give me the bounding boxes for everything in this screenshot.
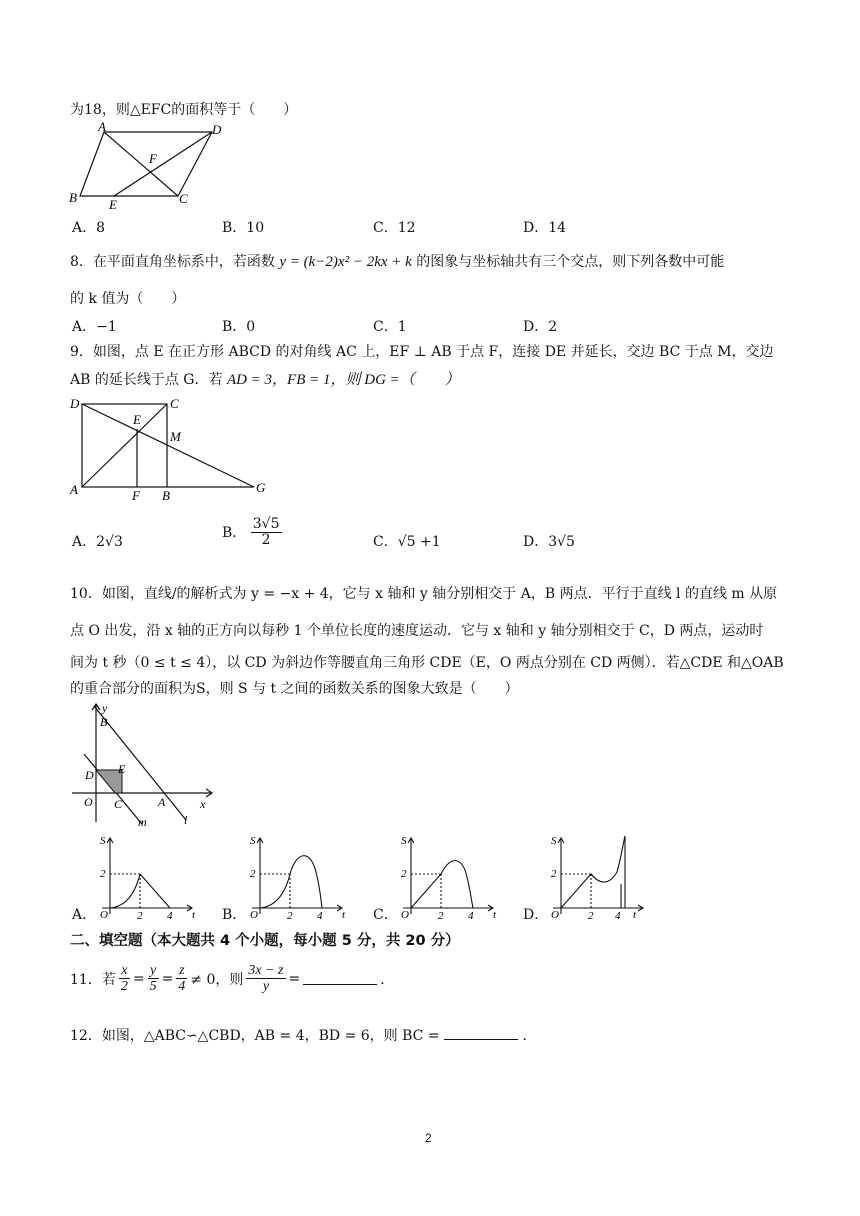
q10-a-O: O (100, 909, 108, 921)
q10-b-O: O (250, 909, 258, 921)
q10-c-O: O (401, 909, 409, 921)
q11-frac-y5-num: y (148, 963, 159, 979)
q10-b-S: S (250, 835, 256, 847)
q10-c-tick4: 4 (468, 910, 474, 922)
q9-label-M: M (170, 429, 181, 444)
q9-label-E: E (133, 412, 141, 427)
q10-label-O: O (84, 795, 93, 809)
q7-label-A: A (98, 120, 106, 134)
q11-frac-y5-den: 5 (149, 979, 157, 995)
q12-end: ． (522, 1028, 537, 1044)
q10-d-t: t (633, 909, 637, 921)
q8-option-a: A．−1 (72, 319, 117, 335)
q10-label-E: E (118, 762, 126, 776)
q11-frac-target-den: y (262, 979, 270, 995)
q10-d-tick4: 4 (615, 910, 621, 922)
q10-option-b-graph (242, 832, 352, 922)
q11-frac-x2-num: x (119, 963, 130, 979)
q7-label-E: E (109, 197, 117, 212)
q10-label-m: m (138, 815, 147, 829)
q9-label-D: D (70, 396, 80, 411)
q7-option-a: A．8 (72, 220, 106, 236)
q7-label-F: F (149, 151, 157, 166)
q10-option-d-graph (543, 828, 653, 922)
q10-a-tick2: 2 (137, 910, 143, 922)
q8-line1 (70, 251, 724, 271)
q9-option-b-num: 3√5 (252, 516, 280, 532)
q10-d-S: S (551, 835, 557, 847)
q9-option-b (222, 517, 282, 549)
q8-line2: 的 k 值为（ ） (70, 291, 186, 307)
q11-frac-target (246, 963, 285, 995)
q11-line (70, 963, 394, 995)
q7-option-d: D．14 (523, 220, 567, 236)
q10-b-tick4: 4 (317, 910, 323, 922)
q9-line1: 9．如图，点 E 在正方形 ABCD 的对角线 AC 上，EF ⊥ AB 于点 F，连接 DE 并延长，交边 BC 于点 M，交边 (70, 344, 774, 360)
q8-option-b: B．0 (222, 319, 256, 335)
q10-label-C: C (114, 797, 123, 811)
q10-coordinate-figure (66, 700, 226, 830)
q11-end: ． (380, 971, 395, 988)
q10-label-x: x (200, 797, 206, 811)
q7-option-c: C．12 (373, 220, 416, 236)
section-2-heading: 二、填空题（本大题共 4 个小题，每小题 5 分，共 20 分） (70, 933, 460, 949)
q10-a-S: S (100, 835, 106, 847)
q11-frac-z4 (176, 963, 187, 995)
q7-parallelogram-figure (66, 120, 236, 212)
page-number: 2 (425, 1131, 432, 1145)
q11-eq-1: = (132, 970, 145, 987)
q8-line1-pre: 8．在平面直角坐标系中，若函数 (70, 254, 275, 270)
q10-label-B: B (100, 715, 108, 729)
q10-c-t: t (493, 909, 497, 921)
q9-line2 (70, 368, 460, 389)
q10-label-D: D (85, 768, 94, 782)
q9-option-c: C．√5 +1 (373, 534, 441, 550)
q7-stem-tail: 为18，则△EFC的面积等于（ ） (70, 102, 298, 118)
q11-frac-z4-den: 4 (178, 979, 186, 995)
q7-label-C: C (179, 191, 188, 206)
q10-option-a-label: A． (72, 907, 97, 923)
q11-frac-y5 (148, 963, 159, 995)
q10-c-tick2: 2 (438, 910, 444, 922)
q8-option-d: D．2 (523, 319, 558, 335)
q10-b-two: 2 (250, 868, 256, 880)
q10-a-tick4: 4 (167, 910, 173, 922)
q10-option-c-label: C． (373, 907, 398, 923)
q11-eq-2: = (161, 970, 174, 987)
q9-label-C: C (170, 396, 179, 411)
q9-option-b-fraction (251, 517, 282, 549)
q10-b-t: t (342, 909, 346, 921)
q11-frac-x2 (119, 963, 130, 995)
q9-square-figure (66, 394, 276, 502)
q10-label-l: l (184, 813, 188, 827)
q9-option-b-label: B． (222, 524, 247, 541)
q12-line (70, 1025, 536, 1045)
q10-line2: 点 O 出发，沿 x 轴的正方向以每秒 1 个单位长度的速度运动．它与 x 轴和 y 轴分别相交于 C，D 两点，运动时 (70, 623, 764, 639)
q10-d-O: O (551, 909, 559, 921)
q11-prefix: 11．若 (70, 971, 116, 988)
q8-line1-post: 的图象与坐标轴共有三个交点，则下列各数中可能 (416, 254, 725, 270)
q11-neq: ≠ 0，则 (190, 971, 244, 988)
q7-label-B: B (69, 190, 77, 205)
q9-label-A: A (70, 482, 78, 497)
q11-answer-blank[interactable] (303, 972, 377, 985)
q9-option-d: D．3√5 (523, 534, 575, 550)
q12-text: 12．如图，△ABC∽△CBD，AB = 4，BD = 6，则 BC = (70, 1028, 440, 1044)
q9-label-B: B (162, 488, 170, 502)
q9-line2-pre: AB 的延长线于点 G．若 (70, 372, 223, 388)
q10-d-tick2: 2 (588, 910, 594, 922)
q9-option-b-den: 2 (261, 532, 271, 549)
q10-a-t: t (192, 909, 196, 921)
q11-frac-target-num: 3x − z (248, 963, 284, 978)
q10-option-a-graph (92, 832, 202, 922)
q10-line3: 间为 t 秒（0 ≤ t ≤ 4），以 CD 为斜边作等腰直角三角形 CDE（E，O 两点分别在 CD 两侧）．若△CDE 和△OAB (70, 655, 784, 671)
q9-option-a: A．2√3 (72, 534, 123, 550)
q10-line1: 10．如图，直线/的解析式为 y = −x + 4，它与 x 轴和 y 轴分别相交于 A，B 两点．平行于直线 l 的直线 m 从原 (70, 586, 778, 602)
q9-label-F: F (132, 488, 140, 502)
q10-c-two: 2 (401, 868, 407, 880)
q10-option-d-label: D． (523, 907, 549, 923)
q8-option-c: C．1 (373, 319, 407, 335)
q10-option-b-label: B． (222, 907, 247, 923)
q9-label-G: G (256, 480, 266, 495)
q10-b-tick2: 2 (287, 910, 293, 922)
q12-answer-blank[interactable] (444, 1027, 518, 1040)
q8-formula: y = (k−2)x² − 2kx + k (279, 254, 412, 270)
q10-line4: 的重合部分的面积为S，则 S 与 t 之间的函数关系的图象大致是（ ） (70, 681, 519, 697)
q11-frac-z4-num: z (176, 963, 187, 979)
q9-condition: AD = 3，FB = 1，则 DG =（ ） (226, 372, 460, 388)
q10-label-A: A (158, 795, 166, 809)
q10-d-two: 2 (551, 868, 557, 880)
q11-eq-3: = (288, 970, 301, 987)
q7-label-D: D (212, 122, 222, 137)
q10-a-two: 2 (100, 868, 106, 880)
q10-label-y: y (102, 701, 108, 715)
q10-option-c-graph (393, 832, 503, 922)
q11-frac-x2-den: 2 (120, 979, 128, 995)
q10-c-S: S (401, 835, 407, 847)
q7-option-b: B．10 (222, 220, 265, 236)
